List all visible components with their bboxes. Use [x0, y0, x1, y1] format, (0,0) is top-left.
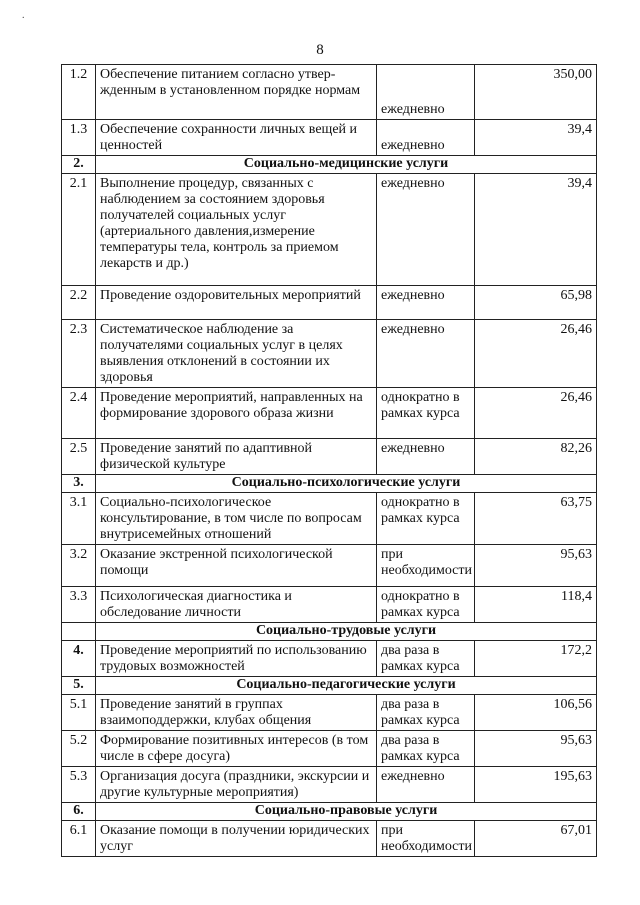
page-number: 8 — [316, 42, 324, 58]
service-price: 195,63 — [475, 767, 597, 803]
row-number: 2.5 — [62, 439, 96, 475]
section-number: 2. — [62, 156, 96, 174]
service-price: 67,01 — [475, 821, 597, 857]
service-price: 95,63 — [475, 731, 597, 767]
service-name: Обеспечение питанием согласно утвер-жденным в установленном порядке нормам — [96, 65, 377, 120]
section-title: Социально-медицинские услуги — [96, 156, 597, 174]
table-row — [62, 695, 597, 731]
row-number: 2.2 — [62, 286, 96, 320]
row-number: 3.1 — [62, 493, 96, 545]
section-number: 5. — [62, 677, 96, 695]
service-price: 95,63 — [475, 545, 597, 587]
table-row — [62, 545, 597, 587]
table-row — [62, 65, 597, 120]
service-name: Проведение мероприятий, направленных на формирование здорового образа жизни — [96, 388, 377, 439]
service-name: Социально-психологическое консультирование, в том числе по вопросам внутрисемейных отношений — [96, 493, 377, 545]
service-frequency: при необходимости — [377, 821, 475, 857]
service-price: 172,2 — [475, 641, 597, 677]
section-row — [62, 156, 597, 174]
service-frequency: ежедневно — [377, 174, 475, 286]
section-row — [62, 475, 597, 493]
section-number: 6. — [62, 803, 96, 821]
section-title: Социально-правовые услуги — [96, 803, 597, 821]
service-price: 26,46 — [475, 320, 597, 388]
table-row — [62, 120, 597, 156]
service-frequency: два раза в рамках курса — [377, 695, 475, 731]
row-number: 5.3 — [62, 767, 96, 803]
table-row — [62, 174, 597, 286]
row-number: 4. — [62, 641, 96, 677]
service-frequency: однократно в рамках курса — [377, 587, 475, 623]
service-name: Проведение оздоровительных мероприятий — [96, 286, 377, 320]
table-row — [62, 388, 597, 439]
service-name: Психологическая диагностика и обследование личности — [96, 587, 377, 623]
row-number: 1.2 — [62, 65, 96, 120]
service-name: Организация досуга (праздники, экскурсии и другие культурные мероприятия) — [96, 767, 377, 803]
service-price: 350,00 — [475, 65, 597, 120]
service-name: Проведение мероприятий по использованию трудовых возможностей — [96, 641, 377, 677]
table-row — [62, 587, 597, 623]
section-title: Социально-трудовые услуги — [96, 623, 597, 641]
service-price: 65,98 — [475, 286, 597, 320]
table-row — [62, 493, 597, 545]
service-name: Проведение занятий в группах взаимоподдержки, клубах общения — [96, 695, 377, 731]
row-number: 2.4 — [62, 388, 96, 439]
section-number — [62, 623, 96, 641]
row-number: 6.1 — [62, 821, 96, 857]
section-number: 3. — [62, 475, 96, 493]
service-frequency: ежедневно — [377, 286, 475, 320]
service-frequency: ежедневно — [377, 320, 475, 388]
section-row — [62, 677, 597, 695]
service-price: 63,75 — [475, 493, 597, 545]
table-row — [62, 439, 597, 475]
service-name: Систематическое наблюдение за получателями социальных услуг в целях выявления отклонений в состоянии их здоровья — [96, 320, 377, 388]
service-frequency: два раза в рамках курса — [377, 641, 475, 677]
service-price: 82,26 — [475, 439, 597, 475]
service-frequency: два раза в рамках курса — [377, 731, 475, 767]
service-price: 106,56 — [475, 695, 597, 731]
section-title: Социально-психологические услуги — [96, 475, 597, 493]
service-frequency: ежедневно — [377, 120, 475, 156]
row-number: 5.1 — [62, 695, 96, 731]
section-title: Социально-педагогические услуги — [96, 677, 597, 695]
table-row — [62, 320, 597, 388]
service-name: Оказание экстренной психологической помощи — [96, 545, 377, 587]
services-table-body — [62, 65, 597, 857]
service-frequency: ежедневно — [377, 65, 475, 120]
service-frequency: ежедневно — [377, 767, 475, 803]
service-name: Проведение занятий по адаптивной физической культуре — [96, 439, 377, 475]
table-row — [62, 821, 597, 857]
service-name: Выполнение процедур, связанных с наблюдением за состоянием здоровья получателей социальных услуг (артериального давления,измерение температуры тела, контроль за приемом лекарств и др.) — [96, 174, 377, 286]
row-number: 2.1 — [62, 174, 96, 286]
section-row — [62, 803, 597, 821]
service-frequency: однократно в рамках курса — [377, 493, 475, 545]
service-frequency: ежедневно — [377, 439, 475, 475]
table-row — [62, 641, 597, 677]
service-name: Формирование позитивных интересов (в том числе в сфере досуга) — [96, 731, 377, 767]
service-price: 26,46 — [475, 388, 597, 439]
table-row — [62, 731, 597, 767]
service-name: Оказание помощи в получении юридических услуг — [96, 821, 377, 857]
service-price: 118,4 — [475, 587, 597, 623]
service-price: 39,4 — [475, 120, 597, 156]
service-price: 39,4 — [475, 174, 597, 286]
row-number: 3.3 — [62, 587, 96, 623]
service-frequency: однократно в рамках курса — [377, 388, 475, 439]
table-row — [62, 767, 597, 803]
scan-speck: . — [22, 10, 25, 21]
service-frequency: при необходимости — [377, 545, 475, 587]
row-number: 5.2 — [62, 731, 96, 767]
row-number: 2.3 — [62, 320, 96, 388]
services-table — [61, 64, 597, 857]
table-row — [62, 286, 597, 320]
service-name: Обеспечение сохранности личных вещей и ценностей — [96, 120, 377, 156]
row-number: 3.2 — [62, 545, 96, 587]
row-number: 1.3 — [62, 120, 96, 156]
section-row — [62, 623, 597, 641]
